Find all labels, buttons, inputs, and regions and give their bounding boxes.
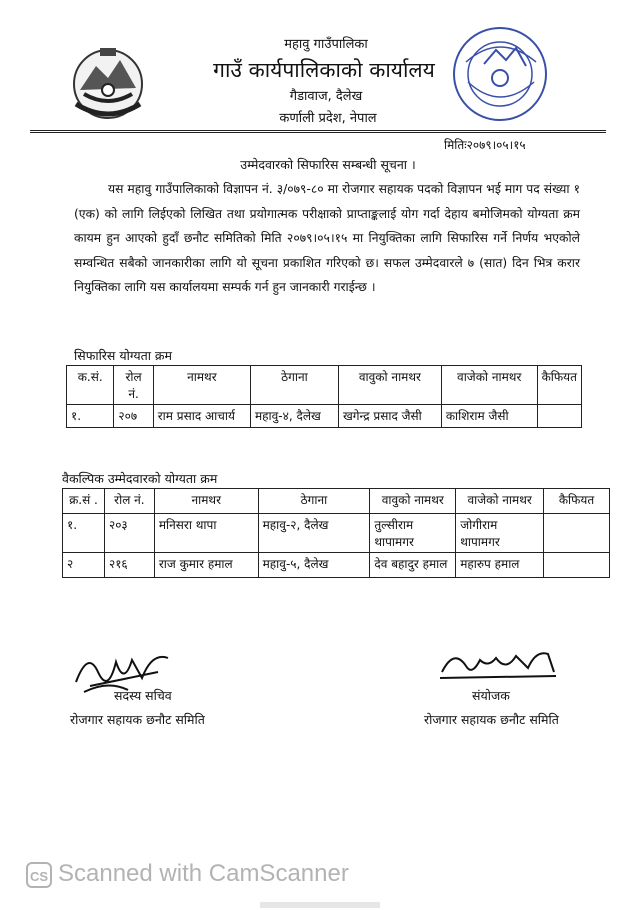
camscanner-logo-icon: CS: [26, 862, 52, 888]
table-row: [63, 514, 610, 553]
table-header-row: [67, 366, 582, 405]
notice-body: यस महावु गाउँपालिकाको विज्ञापन नं. ३/०७९-८० मा रोजगार सहायक पदको विज्ञापन भई माग पद संख्या १ (एक) को लागि लिईएको लिखित तथा प्रयोगात्मक परीक्षाको प्राप्ताङ्कलाई योग गर्दा देहाय बमोजिमको योग्यता क्रम कायम हुन आएको हुदाँ छनौट समितिको मिति २०७९।०५।१५ मा नियुक्तिका लागि सिफारिस गर्ने निर्णय भएकोले सम्वन्धित सबैको जानकारीका लागि यो सूचना प्रकाशित गरिएको छ। सफल उम्मेदवारले ७ (सात) दिन भित्र करार नियुक्तिका लागि यस कार्यालयमा सम्पर्क गर्न हुन जानकारी गराईन्छ ।: [74, 182, 580, 294]
cell-address: महावु-२, दैलेख: [258, 514, 370, 553]
col-header-address: ठेगाना: [258, 489, 370, 514]
cell-remarks: [544, 553, 610, 578]
col-header-name: नामथर: [154, 489, 258, 514]
left-signatory-role: सदस्य सचिव: [114, 688, 172, 703]
col-header-address: ठेगाना: [250, 366, 338, 405]
cell-name: राम प्रसाद आचार्य: [153, 405, 250, 428]
recommended-section-title: सिफारिस योग्यता क्रम: [74, 348, 172, 363]
alternate-table: [62, 488, 610, 578]
cell-roll: २०७: [114, 405, 153, 428]
col-header-serial: क.सं.: [67, 366, 114, 405]
cell-grandfather: काशिराम जैसी: [441, 405, 537, 428]
right-signatory-role: संयोजक: [472, 688, 510, 703]
watermark-text: Scanned with CamScanner: [58, 860, 349, 887]
province-country: कर्णाली प्रदेश, नेपाल: [279, 111, 377, 126]
col-header-grandfather: वाजेको नामथर: [456, 489, 544, 514]
cell-serial: २: [63, 553, 105, 578]
col-header-father: वावुको नामथर: [370, 489, 456, 514]
table-row: [67, 405, 582, 428]
cell-grandfather: जोगीराम थापामगर: [456, 514, 544, 553]
table-header-row: [63, 489, 610, 514]
municipality-name: महावु गाउँपालिका: [284, 37, 368, 52]
col-header-remarks: कैफियत: [537, 366, 581, 405]
notice-date: मितिः२०७९।०५।१५: [444, 138, 526, 152]
col-header-roll: रोल नं.: [104, 489, 154, 514]
cell-father: देव बहादुर हमाल: [370, 553, 456, 578]
cell-remarks: [537, 405, 581, 428]
header-divider: [30, 130, 606, 131]
cell-roll: २१६: [104, 553, 154, 578]
cell-grandfather: महारुप हमाल: [456, 553, 544, 578]
office-name: गाउँ कार्यपालिकाको कार्यालय: [213, 58, 435, 82]
cell-remarks: [544, 514, 610, 553]
cell-address: महावु-५, दैलेख: [258, 553, 370, 578]
header-divider-secondary: [30, 132, 606, 133]
cell-serial: १.: [67, 405, 114, 428]
left-signatory-committee: रोजगार सहायक छनौट समिति: [70, 712, 205, 727]
cell-address: महावु-४, दैलेख: [250, 405, 338, 428]
col-header-father: वावुको नामथर: [338, 366, 441, 405]
cell-father: खगेन्द्र प्रसाद जैसी: [338, 405, 441, 428]
col-header-grandfather: वाजेको नामथर: [441, 366, 537, 405]
table-row: [63, 553, 610, 578]
cell-serial: १.: [63, 514, 105, 553]
col-header-roll: रोल नं.: [114, 366, 153, 405]
col-header-name: नामथर: [153, 366, 250, 405]
recommended-table: [66, 365, 582, 428]
camscanner-watermark: [26, 860, 349, 888]
cell-name: राज कुमार हमाल: [154, 553, 258, 578]
notice-subject: उम्मेदवारको सिफारिस सम्बन्धी सूचना ।: [240, 157, 416, 172]
right-signatory-committee: रोजगार सहायक छनौट समिति: [424, 712, 559, 727]
scan-edge-artifact: [260, 902, 380, 908]
alternate-section-title: वैकल्पिक उम्मेदवारको योग्यता क्रम: [62, 471, 218, 486]
col-header-serial: क्र.सं .: [63, 489, 105, 514]
cell-father: तुल्सीराम थापामगर: [370, 514, 456, 553]
col-header-remarks: कैफियत: [544, 489, 610, 514]
cell-roll: २०३: [104, 514, 154, 553]
cell-name: मनिसरा थापा: [154, 514, 258, 553]
office-location: गैडावाज, दैलेख: [289, 89, 363, 104]
coordinator-signature: [436, 638, 564, 684]
